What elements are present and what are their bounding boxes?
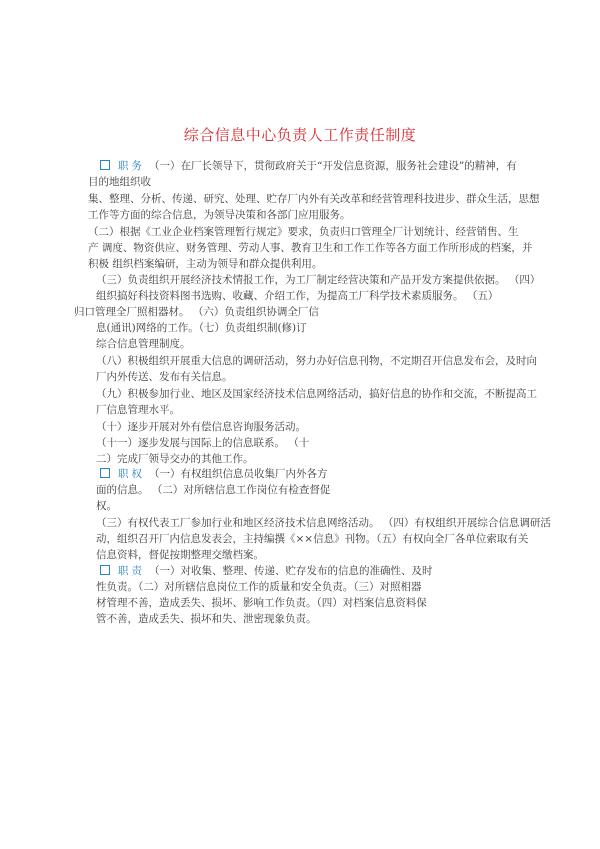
text-line: 集、整理、分析、传递、研究、处理、贮存厂内外有关改革和经营管理科技进步、群众生活，思想 [88,193,540,205]
page-title: 综合信息中心负责人工作责任制度 [183,126,417,144]
text-line: （一）有权组织信息员收集厂内外各方 [149,468,328,480]
section-powers-heading [100,468,328,481]
text-line: （九）积极参加行业、地区及国家经济技术信息网络活动，搞好信息的协作和交流，不断提高工 [96,388,537,400]
checkbox-square-icon [100,565,110,575]
checkbox-square-icon [100,468,110,478]
text-line: 综合信息管理制度。 [96,338,191,350]
text-line: 组织搞好科技资料图书选购、收藏、介绍工作，为提高工厂科学技术素质服务。 （五） [96,290,499,302]
text-line: （三）负责组织开展经济技术情报工作，为工厂制定经营决策和产品开发方案提供依据。 （四） [96,274,541,286]
text-line: （二）根据《工业企业档案管理暂行规定》要求，负责归口管理全厂计划统计、经营销售、生 [88,226,519,238]
text-line: 信息资料，督促按期整理交缴档案。 [96,549,264,561]
text-line: （十一）逐步发展与国际上的信息联系。 （十 [96,437,310,449]
text-line: 目的地组织收 [88,176,151,188]
text-line: 二）完成厂领导交办的其他工作。 [96,453,254,465]
text-line: 性负责。（二）对所辖信息岗位工作的质量和安全负责。（三）对照相器 [96,581,422,593]
section-responsibilities-heading [100,565,433,578]
text-line: 产 调度、物资供应、财务管理、劳动人事、教育卫生和工作工作等各方面工作所形成的档案，并 [88,242,533,254]
text-line: 息(通讯)网络的工作。（七）负责组织制(修)订 [96,322,307,334]
section-responsibilities-label: 职责 [118,565,145,577]
text-line: 归口管理全厂照相器材。 （六）负责组织协调全厂信 [74,306,319,318]
section-powers-label: 职权 [118,468,145,480]
section-duties-heading [100,160,517,173]
section-duties-label: 职务 [118,160,145,172]
text-line: （十）逐步开展对外有偿信息咨询服务活动。 [96,421,306,433]
text-line: 厂内外传送、发布有关信息。 [96,371,233,383]
text-line: （一）在厂长领导下，贯彻政府关于“开发信息资源，服务社会建设”的精神，有 [149,160,517,172]
text-line: 积极 组织档案编研，主动为领导和群众提供利用。 [88,258,323,270]
text-line: 工作等方面的综合信息，为领导决策和各部门应用服务。 [88,209,351,221]
text-line: 材管理不善，造成丢失、损坏、影响工作负责。（四）对档案信息资料保 [96,597,427,609]
text-line: （八）积极组织开展重大信息的调研活动，努力办好信息刊物，不定期召开信息发布会，及时向 [96,355,537,367]
text-line: 厂信息管理水平。 [96,404,180,416]
text-line: （三）有权代表工厂参加行业和地区经济技术信息网络活动。 （四）有权组织开展综合信息调研活 [96,517,551,529]
text-line: 动，组织召开厂内信息发表会，主持编撰《××信息》刊物。（五）有权向全厂各单位索取有关 [96,533,529,545]
text-line: 面的信息。 （二）对所辖信息工作岗位有检查督促 [96,484,331,496]
text-line: （一）对收集、整理、传递、贮存发布的信息的准确性、及时 [149,565,433,577]
text-line: 权。 [96,500,117,512]
text-line: 管不善，造成丢失、损坏和失、泄密现象负责。 [96,613,317,625]
checkbox-square-icon [100,160,110,170]
